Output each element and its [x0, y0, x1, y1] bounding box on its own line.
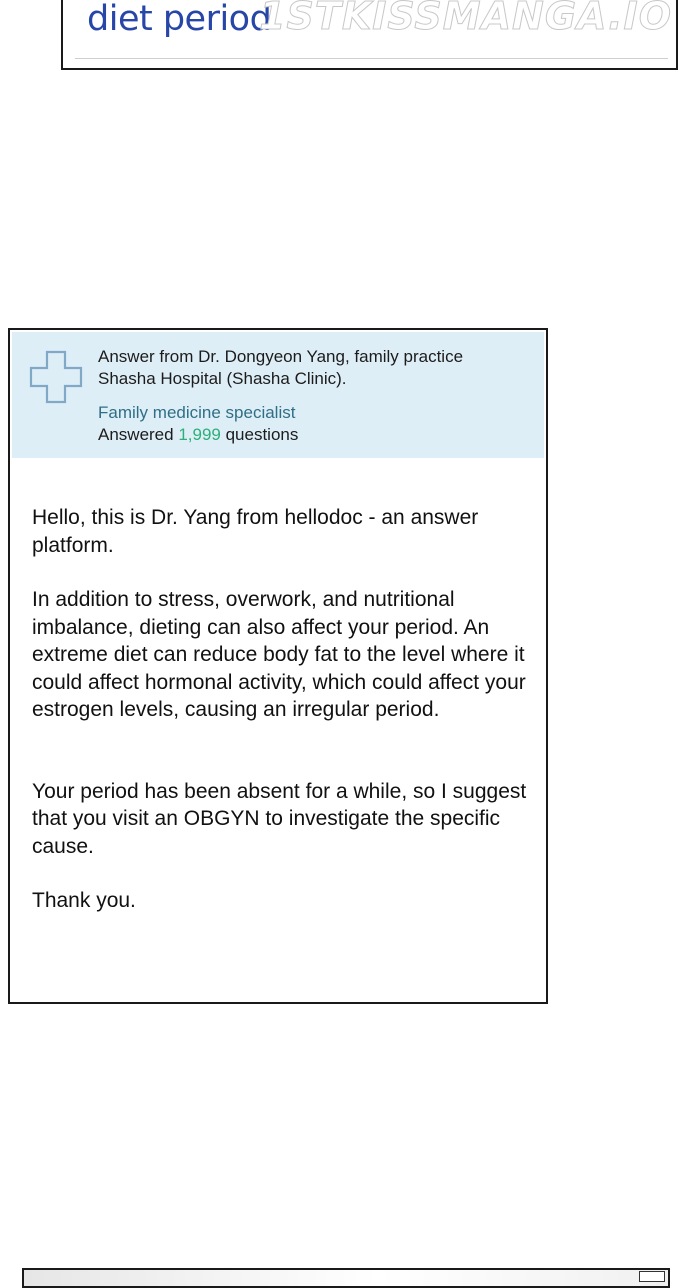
search-underline	[75, 58, 668, 59]
logo-mark	[639, 1271, 665, 1282]
answer-header	[12, 332, 544, 458]
answer-paragraph-closing: Thank you.	[32, 889, 136, 912]
answer-body	[32, 504, 532, 915]
answer-paragraph-greeting: Hello, this is Dr. Yang from hellodoc - an answer platform.	[32, 506, 479, 557]
next-panel-edge	[22, 1268, 670, 1288]
answered-suffix: questions	[220, 425, 299, 444]
answerer-hospital: Shasha Hospital (Shasha Clinic).	[98, 369, 347, 388]
answered-count: 1,999	[178, 425, 221, 444]
answer-paragraph-recommendation: Your period has been absent for a while, so I suggest that you visit an OBGYN to investigate the specific cause.	[32, 779, 527, 858]
search-query-text: diet period	[87, 0, 272, 39]
answer-card	[8, 328, 548, 1004]
watermark-text: 1STKISSMANGA.IO	[259, 0, 672, 38]
search-box[interactable]	[61, 0, 678, 70]
answer-paragraph-explanation: In addition to stress, overwork, and nutritional imbalance, dieting can also affect your period. An extreme diet can reduce body fat to the level where it could affect hormonal activity, which could affect your estrogen levels, causing an irregular period.	[32, 588, 526, 721]
answerer-specialty: Family medicine specialist	[98, 403, 296, 422]
answered-stats	[98, 424, 463, 446]
answered-prefix: Answered	[98, 425, 179, 444]
answerer-name: Answer from Dr. Dongyeon Yang, family practice	[98, 347, 464, 366]
answerer-info	[98, 346, 463, 446]
medical-cross-icon	[29, 350, 83, 404]
